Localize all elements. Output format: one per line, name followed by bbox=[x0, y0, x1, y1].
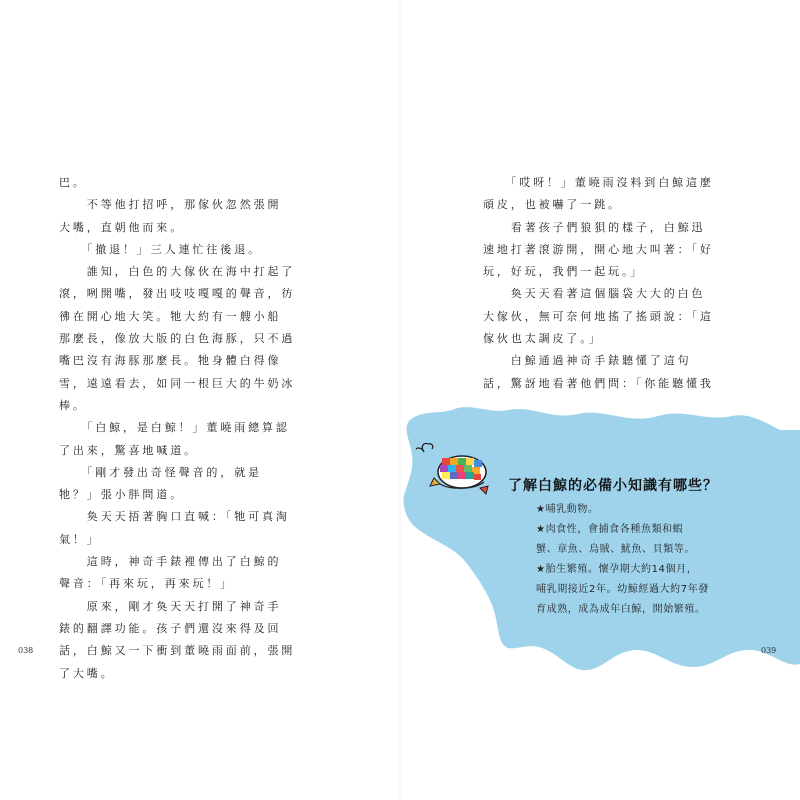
page-number-right: 039 bbox=[761, 646, 777, 655]
text-line: 嘴巴沒有海豚那麼長。牠身體白得像 bbox=[59, 354, 282, 368]
text-line: 大嘴，直朝他而來。 bbox=[59, 220, 185, 234]
text-line: 了大嘴。 bbox=[59, 666, 115, 680]
text-line: 奐天天捂著胸口直喊：「牠可真淘 bbox=[59, 510, 290, 524]
info-box-line: 蟹、章魚、烏賊、魷魚、貝類等。 bbox=[536, 544, 695, 555]
info-box-line: 哺乳期接近2年。幼鯨經過大約7年發 bbox=[536, 584, 709, 595]
text-line: 玩，好玩，我們一起玩。」 bbox=[483, 265, 645, 279]
right-page bbox=[400, 0, 800, 800]
text-line: 氣！」 bbox=[59, 532, 101, 546]
text-line: 頑皮，也被嚇了一跳。 bbox=[483, 198, 622, 212]
info-box-line: ★哺乳動物。 bbox=[536, 504, 599, 515]
info-box bbox=[508, 475, 798, 620]
text-line: 傢伙也太調皮了。」 bbox=[483, 332, 603, 346]
text-line: 「剛才發出奇怪聲音的，就是 bbox=[59, 465, 262, 479]
text-line: 話，白鯨又一下衝到董曉雨面前，張開 bbox=[59, 644, 296, 658]
text-line: 速地打著滾游開，開心地大叫著：「好 bbox=[483, 242, 714, 256]
text-line: 誰知，白色的大傢伙在海中打起了 bbox=[59, 265, 296, 279]
text-line: 白鯨通過神奇手錶聽懂了這句 bbox=[483, 354, 692, 368]
text-line: 不等他打招呼，那傢伙忽然張開 bbox=[59, 198, 282, 212]
text-line: 「撤退！」三人連忙往後退。 bbox=[59, 242, 262, 256]
text-line: 巴。 bbox=[59, 176, 87, 189]
text-line: 雪，遠遠看去，如同一根巨大的牛奶冰 bbox=[59, 376, 296, 390]
left-page-text bbox=[59, 172, 349, 685]
text-line: 話，驚訝地看著他們問：「你能聽懂我 bbox=[483, 376, 714, 390]
text-line: 原來，剛才奐天天打開了神奇手 bbox=[59, 599, 282, 613]
info-box-title: 了解白鯨的必備小知識有哪些？ bbox=[508, 478, 718, 494]
right-page-text bbox=[483, 172, 783, 395]
text-line: 牠？」張小胖問道。 bbox=[59, 488, 185, 502]
text-line: 聲音：「再來玩，再來玩！」 bbox=[59, 577, 235, 591]
text-line: 滾，咧開嘴，發出吱吱嘎嘎的聲音，彷 bbox=[59, 287, 296, 301]
text-line: 大傢伙，無可奈何地搖了搖頭說：「這 bbox=[483, 309, 714, 323]
whale-illustration-icon bbox=[410, 438, 490, 498]
text-line: 奐天天看著這個腦袋大大的白色 bbox=[483, 287, 706, 301]
page-number-left: 038 bbox=[18, 646, 34, 655]
text-line: 了出來，驚喜地喊道。 bbox=[59, 443, 198, 457]
text-line: 這時，神奇手錶裡傳出了白鯨的 bbox=[59, 555, 282, 569]
text-line: 錶的翻譯功能。孩子們還沒來得及回 bbox=[59, 621, 282, 635]
text-line: 彿在開心地大笑。牠大約有一艘小船 bbox=[59, 309, 282, 323]
text-line: 「哎呀！」董曉雨沒料到白鯨這麼 bbox=[483, 176, 714, 189]
text-line: 看著孩子們狼狽的樣子，白鯨迅 bbox=[483, 220, 706, 234]
info-box-line: 育成熟，成為成年白鯨，開始繁殖。 bbox=[536, 604, 706, 615]
info-box-line: ★肉食性，會捕食各種魚類和蝦 bbox=[536, 524, 684, 535]
info-box-body bbox=[508, 500, 798, 620]
text-line: 棒。 bbox=[59, 398, 87, 412]
text-line: 「白鯨，是白鯨！」董曉雨總算認 bbox=[59, 421, 290, 435]
info-blob-background bbox=[400, 0, 800, 800]
text-line: 那麼長，像放大版的白色海豚，只不過 bbox=[59, 332, 296, 346]
info-box-line: ★胎生繁殖。懷孕期大約14個月， bbox=[536, 564, 698, 575]
